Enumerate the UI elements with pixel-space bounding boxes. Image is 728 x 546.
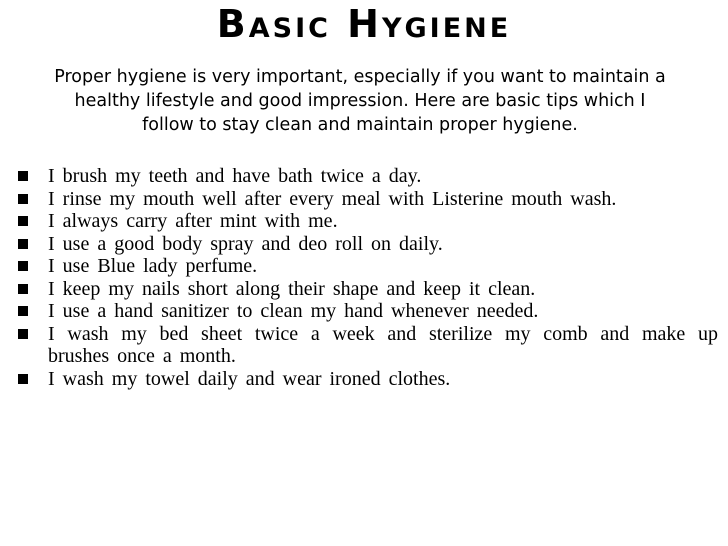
list-item <box>18 278 718 301</box>
list-item-text: I rinse my mouth well after every meal with Listerine mouth wash. <box>48 187 617 210</box>
list-item-text: I always carry after mint with me. <box>48 210 338 232</box>
slide-title: Basic Hygiene <box>216 2 512 46</box>
list-item <box>18 233 718 256</box>
square-bullet-icon <box>18 306 28 316</box>
square-bullet-icon <box>18 239 28 249</box>
list-item-text: I wash my towel daily and wear ironed clothes. <box>48 367 451 390</box>
list-item-text: I use a hand sanitizer to clean my hand whenever needed. <box>48 300 539 322</box>
list-item <box>18 323 718 368</box>
tips-list <box>18 165 718 390</box>
square-bullet-icon <box>18 374 28 384</box>
list-item <box>18 300 718 323</box>
list-item-text: I keep my nails short along their shape and keep it clean. <box>48 277 536 300</box>
list-item <box>18 165 718 188</box>
square-bullet-icon <box>18 329 28 339</box>
list-item-text: I wash my bed sheet twice a week and sterilize my comb and make up brushes once a month. <box>48 322 718 367</box>
list-item <box>18 210 718 233</box>
square-bullet-icon <box>18 216 28 226</box>
list-item <box>18 188 718 211</box>
intro-paragraph: Proper hygiene is very important, especially if you want to maintain a healthy lifestyle and good impression. Here are basic tips which I follow to stay clean and maintain proper hygiene. <box>54 67 666 135</box>
square-bullet-icon <box>18 194 28 204</box>
list-item <box>18 255 718 278</box>
square-bullet-icon <box>18 171 28 181</box>
square-bullet-icon <box>18 284 28 294</box>
list-item <box>18 368 718 391</box>
list-item-text: I use a good body spray and deo roll on daily. <box>48 232 443 255</box>
list-item-text: I brush my teeth and have bath twice a day. <box>48 165 422 187</box>
list-item-text: I use Blue lady perfume. <box>48 255 258 277</box>
square-bullet-icon <box>18 261 28 271</box>
